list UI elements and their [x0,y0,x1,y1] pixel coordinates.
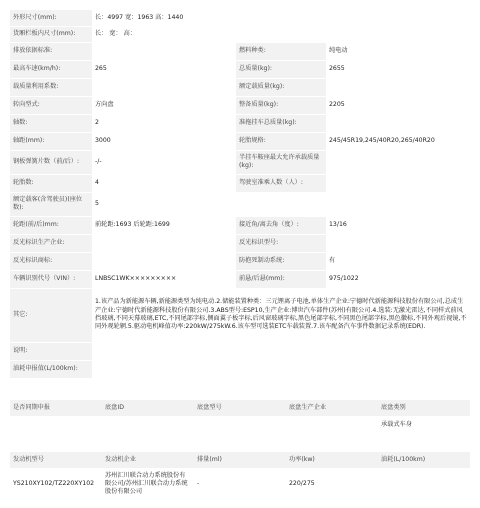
spec-row-vin [10,270,470,288]
curb-mass-label: 整备质量(kg): [236,96,326,114]
tire-value: 245/45R19,245/40R20,265/40R20 [326,132,470,150]
saddle-value [326,150,470,174]
chassis-col-category: 底盘类别 [378,400,470,416]
engine-col-power: 功率(kw) [286,452,378,468]
spec-row-other [10,288,470,342]
chassis-company-cell [286,416,378,434]
rated-load-value [326,78,470,96]
chassis-col-id: 底盘ID [102,400,194,416]
reflect-brand-value [92,252,236,270]
track-value: 前轮距:1693 后轮距:1699 [92,216,236,234]
chassis-col-model: 底盘型号 [194,400,286,416]
vin-value: LNBSC1WK××××××××× [92,270,236,288]
engine-header-row [10,452,470,468]
tire-count-value: 4 [92,174,236,192]
reflect-model-value [326,234,470,252]
size-value: 长：4997 宽：1963 高：1440 [92,10,470,26]
reflect-company-value [92,234,236,252]
engine-fuel-cell [378,468,470,500]
vin-label: 车辆识别代号（VIN）: [10,270,92,288]
table-row [10,468,470,500]
reflect-model-label: 反光标识型号: [236,234,326,252]
engine-company-cell: 苏州汇川联合动力系统股份有限公司/苏州汇川联合动力系统股份有限公司 [102,468,194,500]
table-row [10,416,470,434]
overhang-label: 前悬/后悬(mm): [236,270,326,288]
wheelbase-value: 3000 [92,132,236,150]
chassis-col-company: 底盘生产企业 [286,400,378,416]
cargo-size-value: 长： 宽： 高： [92,26,470,42]
trailer-mass-label: 准拖挂车总质量(kg): [236,114,326,132]
emission-value [92,42,236,60]
total-mass-label: 总质量(kg): [236,60,326,78]
spec-row-emission [10,42,470,60]
cab-pass-value [326,174,470,192]
engine-model-cell: YS210XY102/TZ220XY102 [10,468,102,500]
spec-row-steering [10,96,470,114]
wheelbase-label: 轴距(mm): [10,132,92,150]
speed-label: 最高车速(km/h): [10,60,92,78]
seats-label: 额定载客(含驾驶员)(座位数): [10,192,92,216]
tire-label: 轮胎规格: [236,132,326,150]
spec-row-axles [10,114,470,132]
spec-row-fuel-cons [10,360,470,378]
spec-row-speed [10,60,470,78]
engine-col-fuel: 油耗(L/100km) [378,452,470,468]
fuel-cons-label: 油耗申报值(L/100km): [10,360,92,378]
spec-row-reflect [10,234,470,252]
engine-power-cell: 220/275 [286,468,378,500]
desc-label: 说明: [10,342,92,360]
total-mass-value: 2655 [326,60,470,78]
engine-col-displacement: 排量(ml) [194,452,286,468]
chassis-category-cell: 承载式车身 [378,416,470,434]
engine-displacement-cell: - [194,468,286,500]
spec-row-wheelbase [10,132,470,150]
springs-value: -/- [92,150,236,174]
fuel-value: 纯电动 [326,42,470,60]
chassis-id-cell [102,416,194,434]
axles-value: 2 [92,114,236,132]
track-label: 轮距(前/后)mm: [10,216,92,234]
cargo-size-label: 货厢栏板内尺寸(mm): [10,26,92,42]
tire-count-label: 轮胎数: [10,174,92,192]
other-value: 1.该产品为新能源车辆,新能源类型为纯电动.2.储能装置种类：三元锂离子电池,单体生产企业:宁德时代新能源科技股份有限公司,总成生产企业:宁德时代新能源科技股份有限公司.3.ABS型号:ESP10,生产企业:博世汽车部件(苏州)有限公司.4.选装:无激光雷达,不同样式前风挡玻璃,不同天幕玻璃,ETC,不同尾部字标,侧面翼子板字标,后风窗玻璃字标,黑色尾部字标,不同黑色尾部字标,黑色徽标,不同外观后视镜,不同外观轮辋.5.驱动电机峰值功率:220kW/275kW.6.该车型可选装ETC车载装置.7.该车配备汽车事件数据记录系统(EDR). [92,288,470,342]
engine-col-company: 发动机企业 [102,452,194,468]
spec-row-cargo [10,26,470,42]
spec-row-tire-count [10,174,470,192]
overhang-value: 975/1022 [326,270,470,288]
brake-value: 有 [326,252,470,270]
springs-label: 钢板弹簧片数（前/后）: [10,150,92,174]
reflect-brand-label: 反光标识商标: [10,252,92,270]
rated-load-label: 额定载质量(kg): [236,78,326,96]
emission-label: 排放依据标准: [10,42,92,60]
engine-col-model: 发动机型号 [10,452,102,468]
spec-row-seats [10,192,470,216]
speed-value: 265 [92,60,236,78]
spec-row-desc [10,342,470,360]
load-util-label: 载质量利用系数: [10,78,92,96]
trailer-mass-value [326,114,470,132]
cab-pass-label: 驾驶室准乘人数（人）: [236,174,326,192]
spec-row-springs [10,150,470,174]
other-label: 其它: [10,288,92,342]
chassis-header-row [10,400,470,416]
load-util-value [92,78,236,96]
engine-table [10,452,470,501]
spec-row-track [10,216,470,234]
chassis-table [10,400,470,435]
seats-value: 5 [92,192,470,216]
size-label: 外形尺寸(mm): [10,10,92,26]
reflect-company-label: 反光标识生产企业: [10,234,92,252]
approach-label: 接近角/离去角（度）: [236,216,326,234]
steering-label: 转向型式: [10,96,92,114]
chassis-sync-cell [10,416,102,434]
curb-mass-value: 2205 [326,96,470,114]
axles-label: 轴数: [10,114,92,132]
chassis-model-cell [194,416,286,434]
chassis-col-sync: 是否同期申报 [10,400,102,416]
fuel-cons-value [92,360,470,378]
saddle-label: 半挂车鞍座最大允许承载质量(kg): [236,150,326,174]
fuel-label: 燃料种类: [236,42,326,60]
spec-row-load [10,78,470,96]
desc-value [92,342,470,360]
spec-row-size [10,10,470,26]
brake-label: 防抱死制动系统: [236,252,326,270]
steering-value: 方向盘 [92,96,236,114]
spec-table [10,10,470,379]
approach-value: 13/16 [326,216,470,234]
spec-row-brand [10,252,470,270]
